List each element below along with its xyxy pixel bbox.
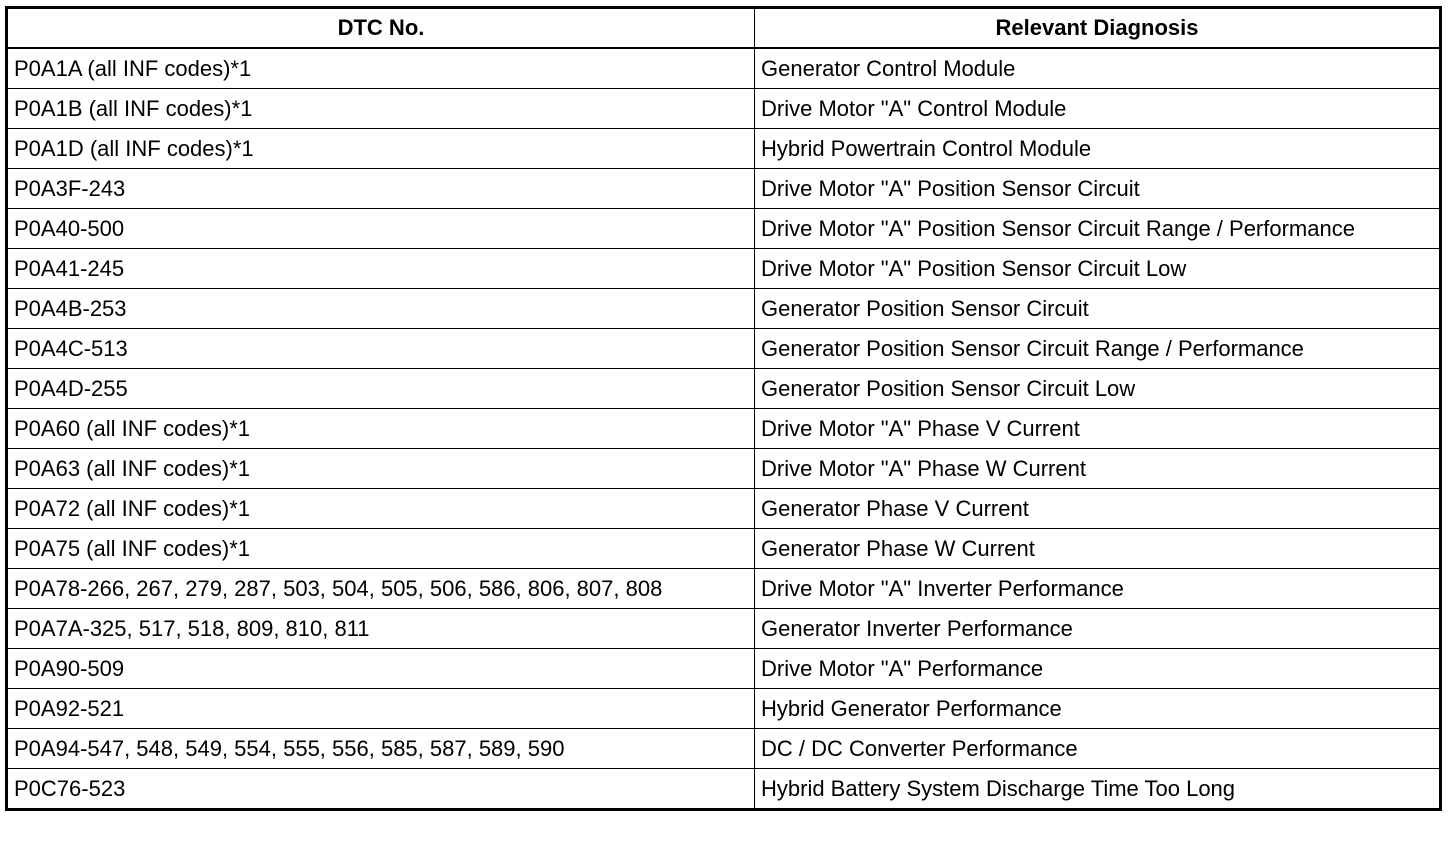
table-row [7, 289, 1441, 329]
table-row [7, 129, 1441, 169]
diagnosis-cell: Drive Motor "A" Position Sensor Circuit Low [755, 249, 1441, 289]
table-row [7, 729, 1441, 769]
diagnosis-cell: Drive Motor "A" Phase W Current [755, 449, 1441, 489]
diagnosis-cell: Hybrid Powertrain Control Module [755, 129, 1441, 169]
header-dtc-no: DTC No. [7, 8, 755, 49]
dtc-cell: P0A1D (all INF codes)*1 [7, 129, 755, 169]
dtc-cell: P0A7A-325, 517, 518, 809, 810, 811 [7, 609, 755, 649]
table-row [7, 449, 1441, 489]
dtc-cell: P0A40-500 [7, 209, 755, 249]
dtc-cell: P0A90-509 [7, 649, 755, 689]
dtc-cell: P0A75 (all INF codes)*1 [7, 529, 755, 569]
dtc-cell: P0A92-521 [7, 689, 755, 729]
diagnosis-cell: Hybrid Battery System Discharge Time Too Long [755, 769, 1441, 810]
dtc-cell: P0C76-523 [7, 769, 755, 810]
table-row [7, 209, 1441, 249]
dtc-cell: P0A3F-243 [7, 169, 755, 209]
dtc-table [5, 6, 1442, 811]
dtc-cell: P0A60 (all INF codes)*1 [7, 409, 755, 449]
dtc-cell: P0A94-547, 548, 549, 554, 555, 556, 585, 587, 589, 590 [7, 729, 755, 769]
diagnosis-cell: Generator Position Sensor Circuit [755, 289, 1441, 329]
table-row [7, 89, 1441, 129]
dtc-cell: P0A4B-253 [7, 289, 755, 329]
dtc-cell: P0A4C-513 [7, 329, 755, 369]
table-row [7, 169, 1441, 209]
table-row [7, 609, 1441, 649]
header-relevant-diagnosis: Relevant Diagnosis [755, 8, 1441, 49]
dtc-cell: P0A78-266, 267, 279, 287, 503, 504, 505, 506, 586, 806, 807, 808 [7, 569, 755, 609]
diagnosis-cell: Drive Motor "A" Performance [755, 649, 1441, 689]
table-row [7, 409, 1441, 449]
diagnosis-cell: Hybrid Generator Performance [755, 689, 1441, 729]
dtc-cell: P0A1B (all INF codes)*1 [7, 89, 755, 129]
dtc-cell: P0A4D-255 [7, 369, 755, 409]
dtc-cell: P0A1A (all INF codes)*1 [7, 48, 755, 89]
diagnosis-cell: Generator Phase W Current [755, 529, 1441, 569]
table-row [7, 569, 1441, 609]
diagnosis-cell: Generator Position Sensor Circuit Range / Performance [755, 329, 1441, 369]
diagnosis-cell: DC / DC Converter Performance [755, 729, 1441, 769]
table-row [7, 48, 1441, 89]
diagnosis-cell: Generator Phase V Current [755, 489, 1441, 529]
table-header-row [7, 8, 1441, 49]
diagnosis-cell: Drive Motor "A" Inverter Performance [755, 569, 1441, 609]
table-row [7, 769, 1441, 810]
dtc-cell: P0A72 (all INF codes)*1 [7, 489, 755, 529]
table-row [7, 689, 1441, 729]
dtc-cell: P0A41-245 [7, 249, 755, 289]
diagnosis-cell: Drive Motor "A" Position Sensor Circuit Range / Performance [755, 209, 1441, 249]
dtc-cell: P0A63 (all INF codes)*1 [7, 449, 755, 489]
table-row [7, 489, 1441, 529]
table-row [7, 249, 1441, 289]
diagnosis-cell: Drive Motor "A" Phase V Current [755, 409, 1441, 449]
diagnosis-cell: Generator Position Sensor Circuit Low [755, 369, 1441, 409]
table-row [7, 369, 1441, 409]
table-row [7, 329, 1441, 369]
diagnosis-cell: Drive Motor "A" Position Sensor Circuit [755, 169, 1441, 209]
table-row [7, 529, 1441, 569]
diagnosis-cell: Generator Control Module [755, 48, 1441, 89]
diagnosis-cell: Generator Inverter Performance [755, 609, 1441, 649]
table-row [7, 649, 1441, 689]
diagnosis-cell: Drive Motor "A" Control Module [755, 89, 1441, 129]
